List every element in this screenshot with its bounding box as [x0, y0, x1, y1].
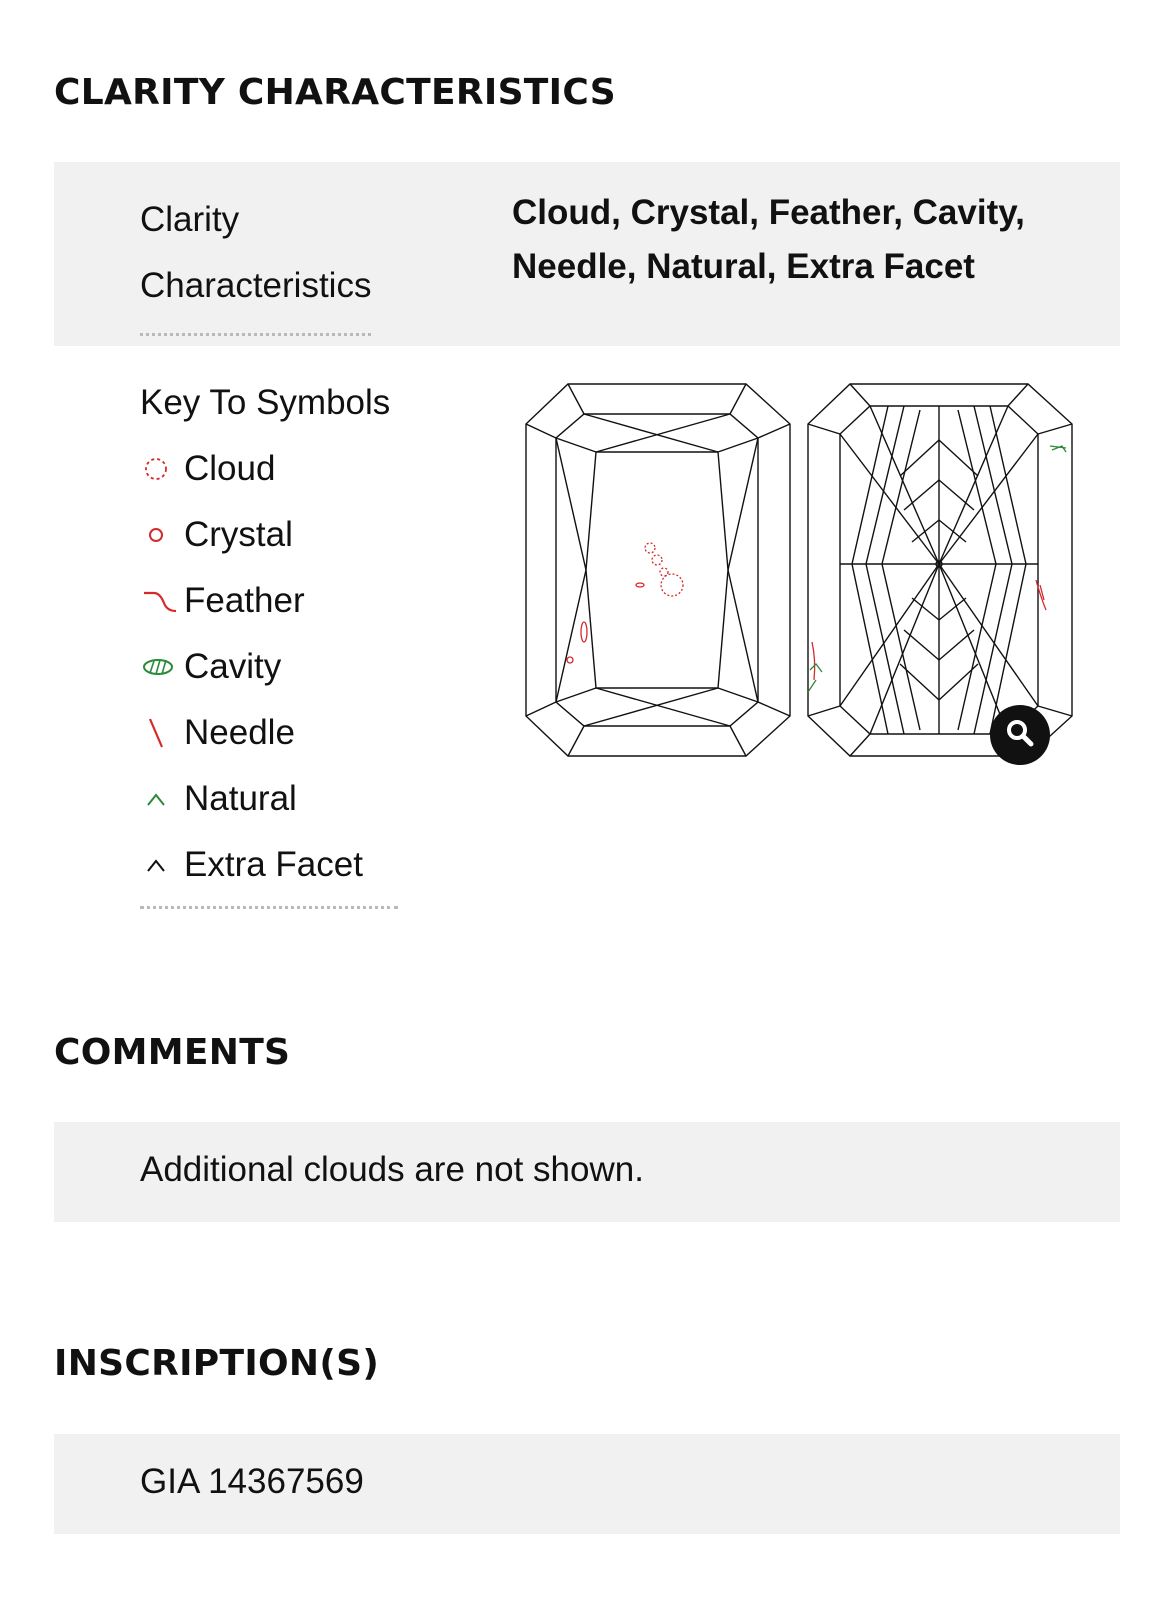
key-item-natural [140, 766, 398, 832]
natural-symbol-icon [140, 779, 184, 819]
key-item-label: Needle [184, 713, 295, 752]
feather-symbol-icon [140, 581, 184, 621]
clarity-label-line2: Characteristics [140, 266, 372, 305]
pavilion-view-diagram [808, 384, 1072, 756]
clarity-section-title: CLARITY CHARACTERISTICS [54, 72, 616, 113]
zoom-button[interactable] [990, 705, 1050, 765]
key-item-label: Feather [184, 581, 305, 620]
clarity-plot-diagram[interactable] [522, 380, 1082, 765]
key-to-symbols[interactable] [140, 370, 398, 909]
key-item-label: Crystal [184, 515, 293, 554]
key-item-label: Extra Facet [184, 845, 363, 884]
key-item-crystal [140, 502, 398, 568]
key-item-cavity [140, 634, 398, 700]
cloud-symbol-icon [140, 449, 184, 489]
cavity-symbol-icon [140, 647, 184, 687]
key-item-label: Natural [184, 779, 297, 818]
crystal-symbol-icon [140, 515, 184, 555]
extra-facet-symbol-icon [140, 845, 184, 885]
comments-text: Additional clouds are not shown. [140, 1150, 644, 1189]
needle-symbol-icon [140, 713, 184, 753]
key-item-needle [140, 700, 398, 766]
magnifier-icon [1003, 716, 1037, 755]
key-item-extra-facet [140, 832, 398, 898]
key-to-symbols-heading: Key To Symbols [140, 383, 391, 422]
comments-section-title: COMMENTS [54, 1032, 291, 1073]
clarity-label-line1: Clarity [140, 200, 240, 239]
key-item-label: Cavity [184, 647, 282, 686]
inscription-text: GIA 14367569 [140, 1462, 364, 1501]
key-item-cloud [140, 436, 398, 502]
inscriptions-section-title: INSCRIPTION(S) [54, 1343, 380, 1384]
key-item-label: Cloud [184, 449, 276, 488]
crown-view-diagram [526, 384, 790, 756]
clarity-characteristics-value: Cloud, Crystal, Feather, Cavity, Needle, Natural, Extra Facet [512, 193, 1025, 286]
key-item-feather [140, 568, 398, 634]
clarity-characteristics-label[interactable] [140, 187, 371, 336]
